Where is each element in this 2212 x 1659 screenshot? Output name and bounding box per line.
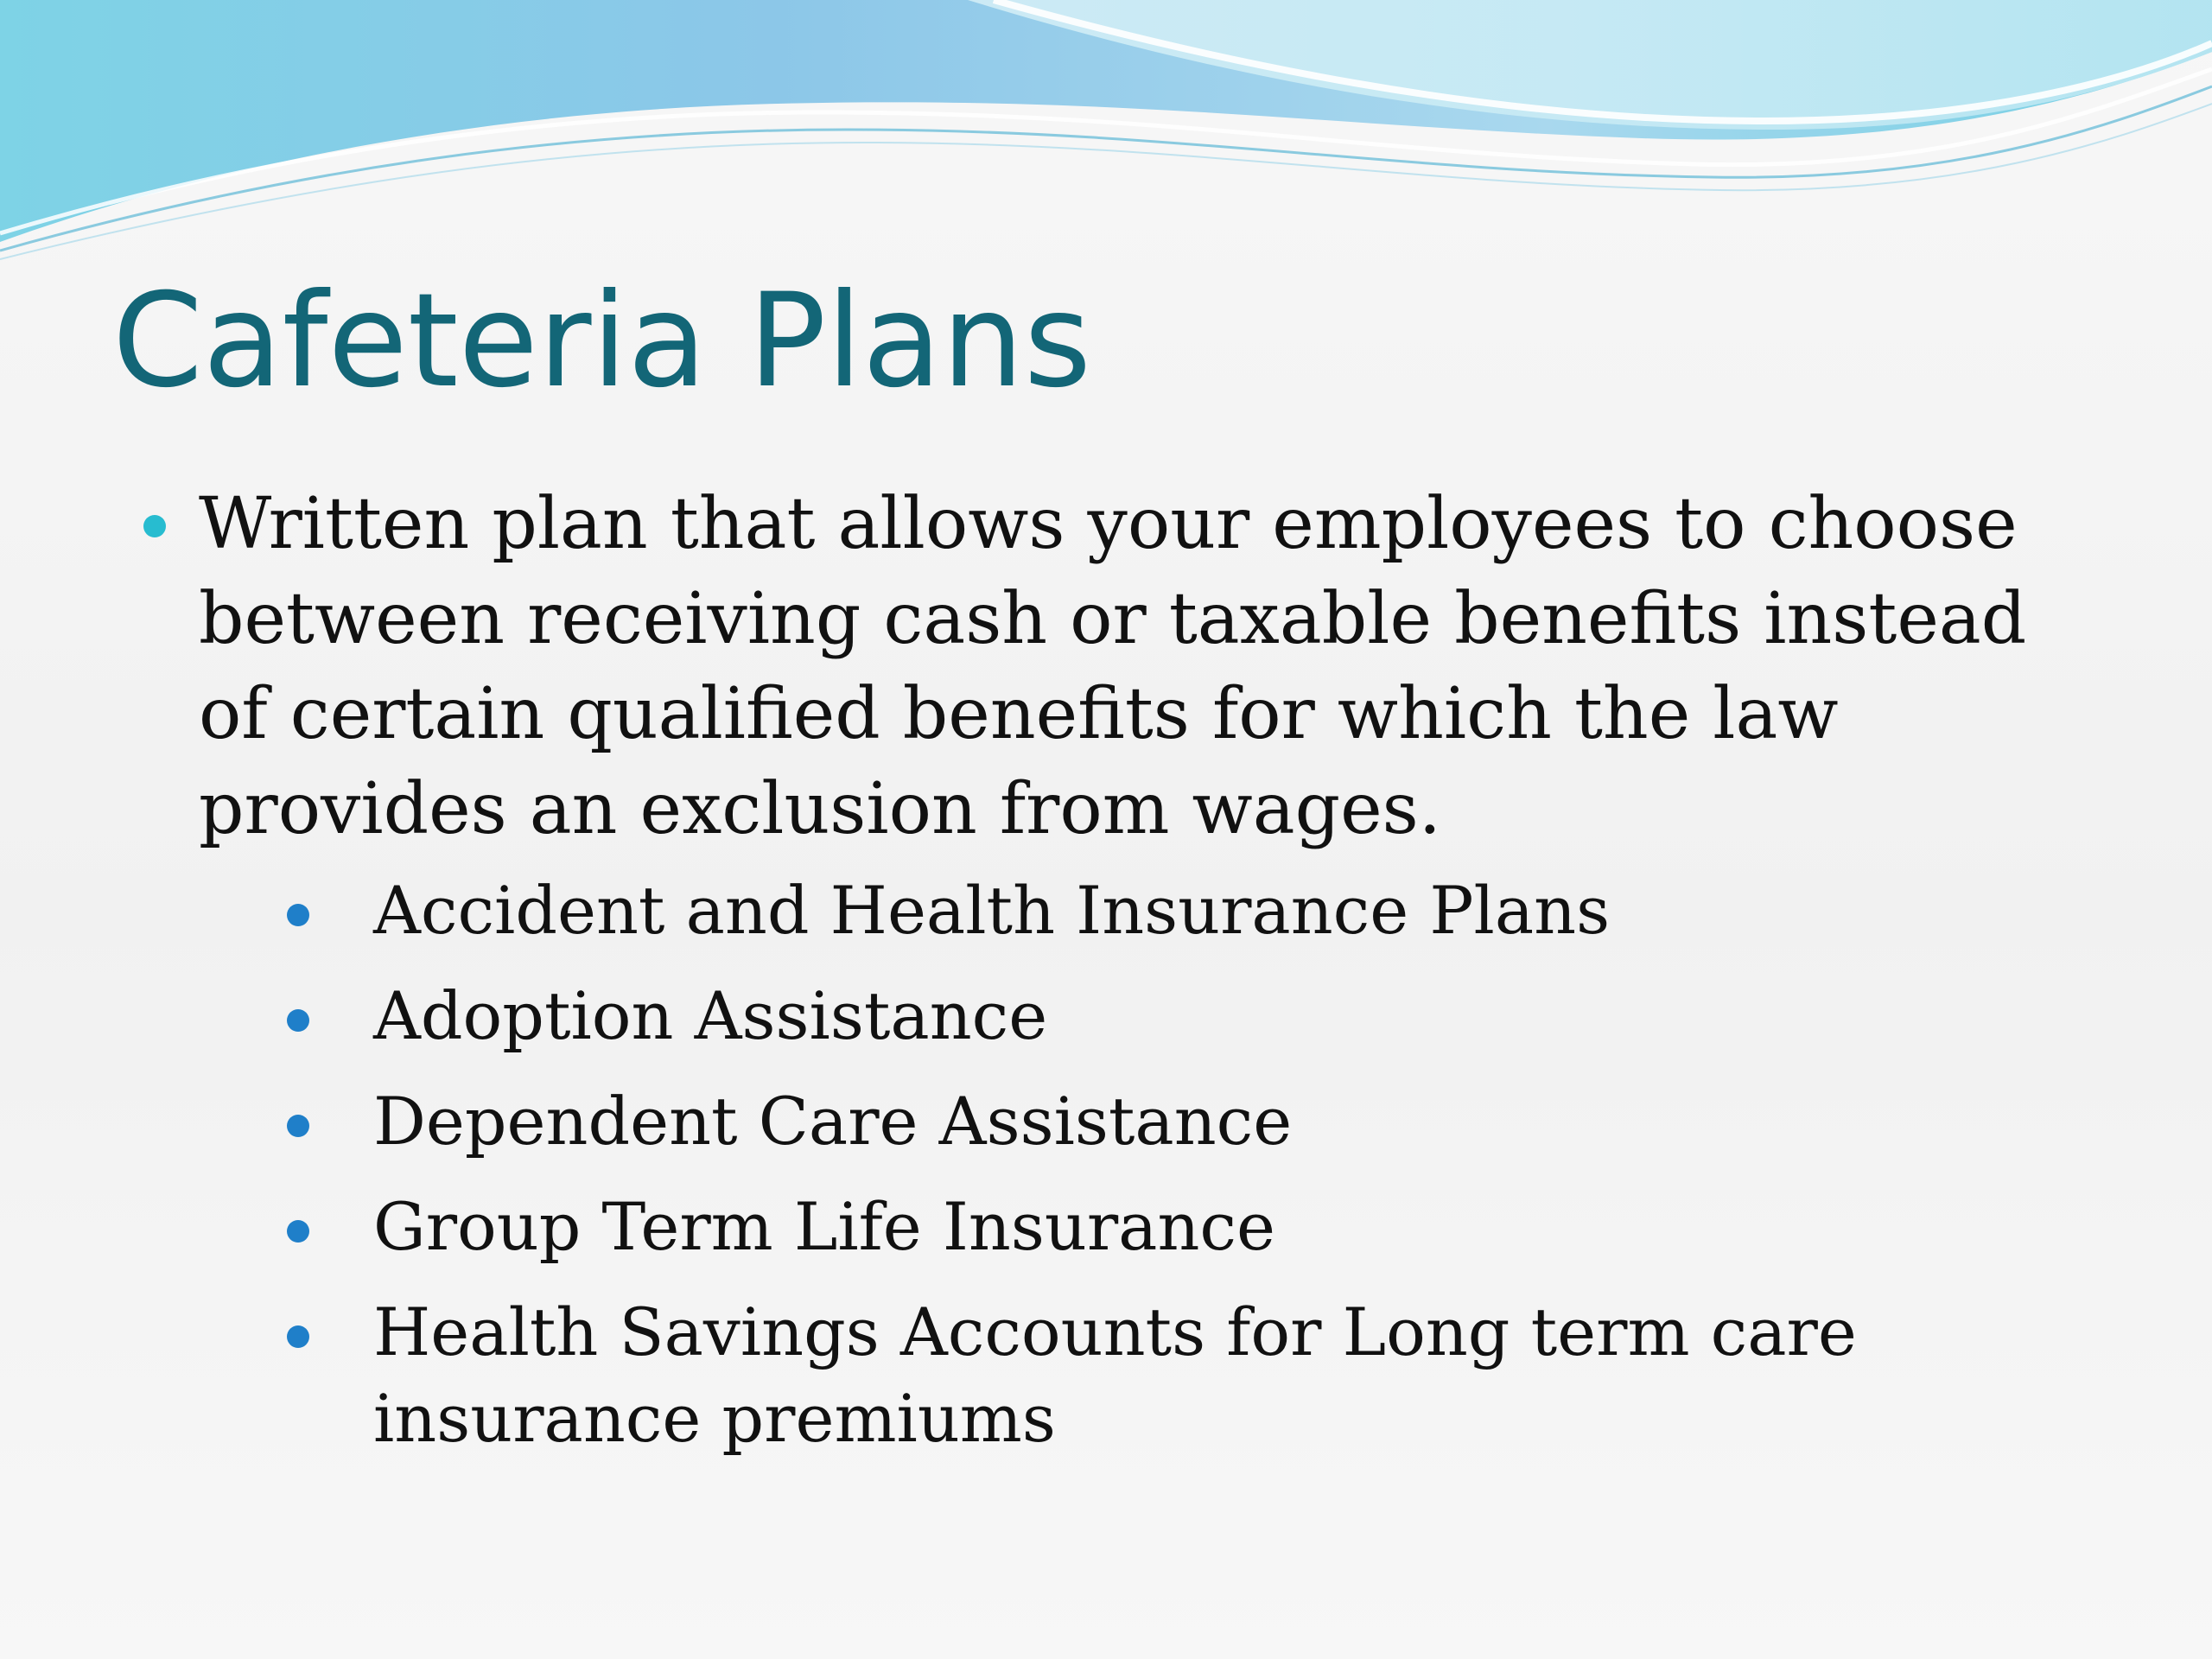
header-wave-decoration bbox=[0, 0, 2212, 276]
sub-bullet-text: Group Term Life Insurance bbox=[373, 1188, 1275, 1265]
sub-bullet-dot-icon bbox=[287, 904, 309, 926]
sub-bullet-text: Accident and Health Insurance Plans bbox=[373, 872, 1611, 949]
sub-bullet-item bbox=[287, 1078, 2074, 1165]
sub-bullet-dot-icon bbox=[287, 1115, 309, 1137]
sub-bullet-dot-icon bbox=[287, 1220, 309, 1243]
sub-bullet-item bbox=[287, 973, 2074, 1059]
main-bullet-text: Written plan that allows your employees to choose between receiving cash or taxable benefits instead of certain qualified benefits for which the law provides an exclusion from wages. bbox=[199, 483, 2027, 850]
sub-bullet-item bbox=[287, 1184, 2074, 1270]
sub-bullet-item bbox=[287, 1289, 2074, 1462]
sub-bullet-dot-icon bbox=[287, 1009, 309, 1032]
sub-bullet-item bbox=[287, 868, 2074, 954]
main-bullet-item bbox=[138, 477, 2074, 857]
bullet-content bbox=[138, 477, 2074, 1481]
main-bullet-dot-icon bbox=[143, 515, 166, 537]
slide-title: Cafeteria Plans bbox=[112, 266, 1092, 416]
sub-bullet-dot-icon bbox=[287, 1325, 309, 1348]
sub-bullet-text: Dependent Care Assistance bbox=[373, 1083, 1293, 1160]
sub-bullet-text: Adoption Assistance bbox=[373, 977, 1048, 1054]
sub-bullet-list bbox=[138, 868, 2074, 1462]
sub-bullet-text: Health Savings Accounts for Long term care insurance premiums bbox=[373, 1294, 1857, 1457]
